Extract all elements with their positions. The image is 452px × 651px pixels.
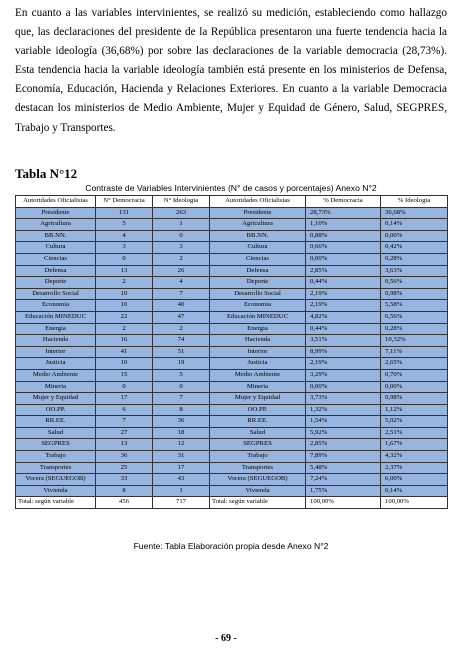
table-cell: Medio Ambiente [210, 369, 306, 381]
table-cell: 0 [96, 381, 153, 393]
table-cell: 7 [153, 393, 210, 405]
table-cell: 0,98% [381, 393, 448, 405]
table-cell: 1 [153, 219, 210, 231]
table-row [16, 474, 448, 486]
table-cell: 4,82% [306, 311, 381, 323]
table-cell: Energia [210, 323, 306, 335]
table-cell: 2,51% [381, 427, 448, 439]
table-row [16, 485, 448, 497]
header-cell: % Ideologia [381, 196, 448, 208]
table-source: Fuente: Tabla Elaboración propia desde Anexo N°2 [133, 541, 329, 551]
table-cell: Mineria [210, 381, 306, 393]
table-cell: Defensa [16, 265, 96, 277]
table-cell: 4,32% [381, 451, 448, 463]
table-cell: 33 [96, 474, 153, 486]
table-row [16, 393, 448, 405]
table-cell: Salud [210, 427, 306, 439]
table-cell: 0,00% [381, 230, 448, 242]
contrast-table [15, 195, 448, 509]
table-cell: 0,14% [381, 219, 448, 231]
table-cell: Mineria [16, 381, 96, 393]
table-cell: 47 [153, 311, 210, 323]
table-cell: Mujer y Equidad [16, 393, 96, 405]
table-row [16, 462, 448, 474]
table-cell: 13 [96, 439, 153, 451]
table-cell: 10 [96, 300, 153, 312]
table-cell: Vivienda [16, 485, 96, 497]
table-cell: 51 [153, 346, 210, 358]
table-cell: 43 [153, 474, 210, 486]
table-header-row [16, 196, 448, 208]
table-cell: Justicia [210, 358, 306, 370]
table-row [16, 404, 448, 416]
table-cell: 7,11% [381, 346, 448, 358]
table-cell: 5,58% [381, 300, 448, 312]
table-cell: RR.EE. [210, 416, 306, 428]
table-cell: 2 [96, 323, 153, 335]
table-row [16, 207, 448, 219]
table-cell: BB.NN. [16, 230, 96, 242]
table-cell: 0,56% [381, 277, 448, 289]
table-row [16, 219, 448, 231]
table-row [16, 416, 448, 428]
table-cell: 5 [153, 369, 210, 381]
table-cell: Energia [16, 323, 96, 335]
table-cell: Interior [16, 346, 96, 358]
table-cell: 8,99% [306, 346, 381, 358]
table-cell: 17 [153, 462, 210, 474]
table-cell: Justicia [16, 358, 96, 370]
table-cell: 36 [96, 451, 153, 463]
table-cell: 3 [153, 242, 210, 254]
table-cell: 7 [96, 416, 153, 428]
table-cell: Ciencias [210, 253, 306, 265]
table-cell: 10,32% [381, 335, 448, 347]
table-cell: 0 [153, 230, 210, 242]
table-cell: 7,89% [306, 451, 381, 463]
table-cell: Cultura [210, 242, 306, 254]
table-cell: Educación MINEDUC [16, 311, 96, 323]
table-cell: Deporte [210, 277, 306, 289]
table-cell: 74 [153, 335, 210, 347]
table-cell: 41 [96, 346, 153, 358]
table-cell: Desarrollo Social [210, 288, 306, 300]
table-cell: 31 [153, 451, 210, 463]
table-row [16, 369, 448, 381]
table-row [16, 358, 448, 370]
table-cell: Ciencias [16, 253, 96, 265]
table-cell: Agricultura [210, 219, 306, 231]
header-cell: N° Democracia [96, 196, 153, 208]
table-cell: 17 [96, 393, 153, 405]
table-cell: Transportes [16, 462, 96, 474]
table-cell: 2,19% [306, 288, 381, 300]
table-cell: 0,00% [381, 381, 448, 393]
table-cell: 0,98% [381, 288, 448, 300]
page-number: - 69 - [215, 633, 237, 644]
table-cell: 4 [153, 277, 210, 289]
table-cell: 19 [153, 358, 210, 370]
table-cell: 0,28% [381, 253, 448, 265]
table-row [16, 451, 448, 463]
table-cell: 3 [96, 242, 153, 254]
table-cell: OO.PP. [16, 404, 96, 416]
table-cell: 40 [153, 300, 210, 312]
table-cell: 3,51% [306, 335, 381, 347]
table-cell: 5 [96, 219, 153, 231]
table-cell: 36,68% [381, 207, 448, 219]
table-row [16, 311, 448, 323]
table-cell: 2,37% [381, 462, 448, 474]
table-row [16, 277, 448, 289]
table-cell: 12 [153, 439, 210, 451]
table-cell: 2,85% [306, 439, 381, 451]
body-paragraph: En cuanto a las variables intervinientes, se realizó su medición, estableciendo como hallazgo que, las declaraciones del presidente de la República presentaron una fuerte tendencia hacia la variable ideología (36,68%) por sobre las declaraciones de la variable democracia (28,73%). Esta tendencia hacia la variable ideología también está presente en los ministerios de Defensa, Economía, Educación, Hacienda y Relaciones Exteriores. En cuanto a la variable Democracia destacan los ministerios de Medio Ambiente, Mujer y Equidad de Género, Salud, SEGPRES, Trabajo y Transportes. [15, 7, 447, 134]
table-cell: 0 [96, 253, 153, 265]
table-cell: 4 [96, 230, 153, 242]
table-cell: 0,44% [306, 323, 381, 335]
table-row [16, 427, 448, 439]
table-cell: 13 [96, 265, 153, 277]
table-cell: Agricultura [16, 219, 96, 231]
table-cell: 0,70% [381, 369, 448, 381]
table-cell: 10 [96, 288, 153, 300]
table-cell: 1,10% [306, 219, 381, 231]
table-cell: 3,73% [306, 393, 381, 405]
table-cell: 1,54% [306, 416, 381, 428]
table-cell: 1,67% [381, 439, 448, 451]
table-cell: Deporte [16, 277, 96, 289]
table-cell: 8 [96, 485, 153, 497]
table-cell: Trabajo [16, 451, 96, 463]
table-cell: 36 [153, 416, 210, 428]
table-cell: 1 [153, 485, 210, 497]
table-cell: 2,19% [306, 300, 381, 312]
table-cell: Vocera (SEGUEGOB) [16, 474, 96, 486]
table-row [16, 439, 448, 451]
table-cell: Defensa [210, 265, 306, 277]
table-cell: Economia [210, 300, 306, 312]
table-row [16, 288, 448, 300]
table-row [16, 323, 448, 335]
table-cell: Interior [210, 346, 306, 358]
table-cell: 263 [153, 207, 210, 219]
table-cell: 6,00% [381, 474, 448, 486]
table-cell: Hacienda [16, 335, 96, 347]
table-cell: 28,73% [306, 207, 381, 219]
table-cell: 0,44% [306, 277, 381, 289]
table-cell: 2 [153, 323, 210, 335]
table-cell: Salud [16, 427, 96, 439]
table-cell: 25 [96, 462, 153, 474]
table-cell: RR.EE. [16, 416, 96, 428]
total-cell: Total: según variable [210, 497, 306, 509]
table-cell: 0,28% [381, 323, 448, 335]
table-cell: 0,00% [306, 253, 381, 265]
table-cell: 22 [96, 311, 153, 323]
table-cell: 5,92% [306, 427, 381, 439]
table-cell: BB.NN. [210, 230, 306, 242]
table-cell: 1,32% [306, 404, 381, 416]
table-cell: Educación MINEDUC [210, 311, 306, 323]
table-cell: 0,88% [306, 230, 381, 242]
total-cell: 100,00% [381, 497, 448, 509]
table-cell: 6 [96, 404, 153, 416]
table-cell: 1,12% [381, 404, 448, 416]
table-row [16, 346, 448, 358]
table-cell: 6,56% [381, 311, 448, 323]
table-row [16, 381, 448, 393]
table-cell: 3,63% [381, 265, 448, 277]
table-cell: 8 [153, 404, 210, 416]
table-cell: Cultura [16, 242, 96, 254]
table-cell: Presidente [210, 207, 306, 219]
table-cell: 2,85% [306, 265, 381, 277]
header-cell: % Democracia [306, 196, 381, 208]
table-row [16, 242, 448, 254]
table-cell: Medio Ambiente [16, 369, 96, 381]
table-cell: 2,65% [381, 358, 448, 370]
table-cell: Trabajo [210, 451, 306, 463]
table-cell: 15 [96, 369, 153, 381]
table-cell: SEGPRES [210, 439, 306, 451]
table-row [16, 300, 448, 312]
header-cell: Autoridades Oficialistas [210, 196, 306, 208]
table-cell: 2,19% [306, 358, 381, 370]
table-cell: OO.PP. [210, 404, 306, 416]
table-cell: 0 [153, 381, 210, 393]
header-cell: Autoridades Oficialistas [16, 196, 96, 208]
table-cell: Presidente [16, 207, 96, 219]
table-cell: 5,02% [381, 416, 448, 428]
table-cell: 0,66% [306, 242, 381, 254]
table-row [16, 230, 448, 242]
table-row [16, 335, 448, 347]
table-cell: SEGPRES [16, 439, 96, 451]
table-cell: 18 [153, 427, 210, 439]
table-title: Tabla N°12 [15, 166, 78, 181]
table-cell: 1,75% [306, 485, 381, 497]
table-cell: 16 [96, 335, 153, 347]
table-cell: 26 [153, 265, 210, 277]
table-row [16, 265, 448, 277]
table-cell: 0,42% [381, 242, 448, 254]
table-caption: Contraste de Variables Intervinientes (N° de casos y porcentajes) Anexo N°2 [85, 183, 377, 193]
table-cell: Transportes [210, 462, 306, 474]
table-cell: Vivienda [210, 485, 306, 497]
table-cell: 0,00% [306, 381, 381, 393]
table-cell: Desarrollo Social [16, 288, 96, 300]
table-cell: 27 [96, 427, 153, 439]
table-cell: Vocera (SEGUEGOB) [210, 474, 306, 486]
table-cell: 2 [96, 277, 153, 289]
table-row [16, 253, 448, 265]
header-cell: N° Ideologia [153, 196, 210, 208]
total-cell: 717 [153, 497, 210, 509]
table-cell: 131 [96, 207, 153, 219]
total-cell: 100,00% [306, 497, 381, 509]
total-cell: Total: según variable [16, 497, 96, 509]
table-cell: 3,29% [306, 369, 381, 381]
table-cell: 7,24% [306, 474, 381, 486]
total-cell: 456 [96, 497, 153, 509]
table-cell: 10 [96, 358, 153, 370]
table-cell: 2 [153, 253, 210, 265]
table-cell: Mujer y Equidad [210, 393, 306, 405]
table-total-row [16, 497, 448, 509]
table-cell: Hacienda [210, 335, 306, 347]
table-cell: 5,48% [306, 462, 381, 474]
table-cell: Economia [16, 300, 96, 312]
table-cell: 0,14% [381, 485, 448, 497]
table-cell: 7 [153, 288, 210, 300]
